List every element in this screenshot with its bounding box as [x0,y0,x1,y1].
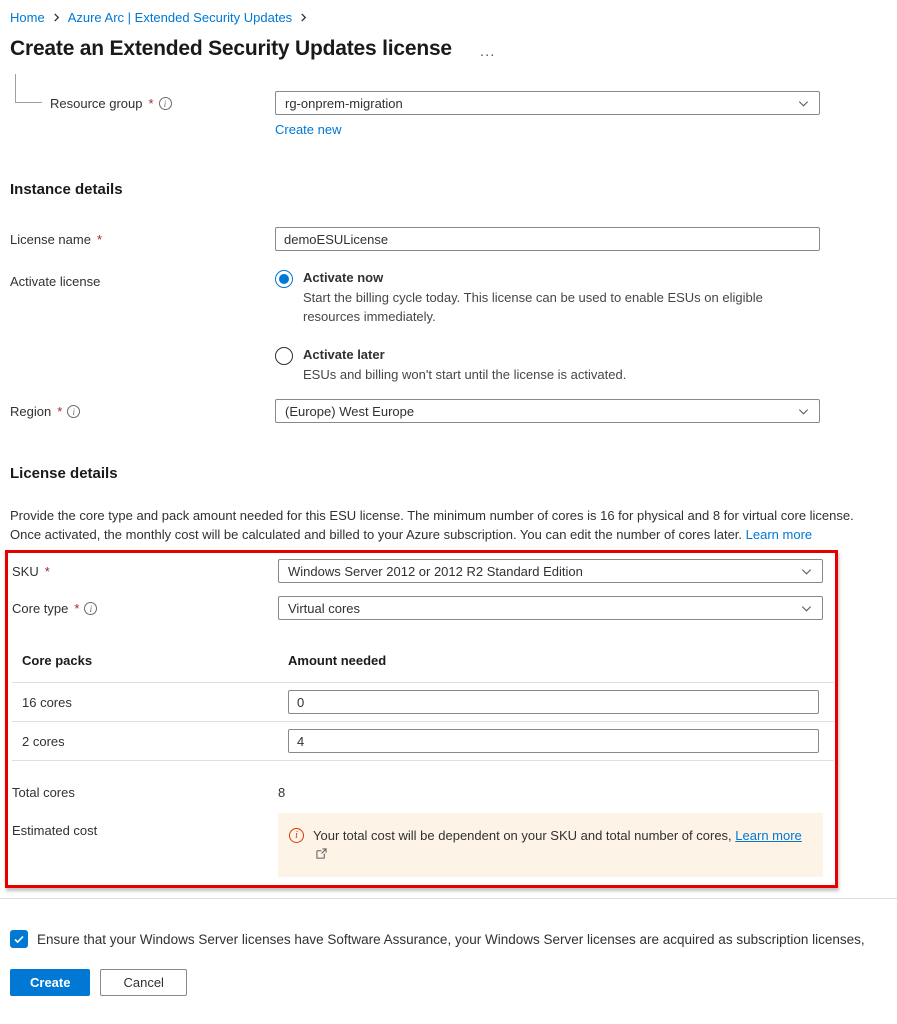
core-packs-table-header [12,641,834,682]
activate-now-description: Start the billing cycle today. This license can be used to enable ESUs on eligible resources immediately. [303,290,763,324]
info-icon[interactable]: i [84,602,97,615]
license-name-label: License name * [10,232,103,247]
activate-later-option [275,346,820,384]
table-divider [12,760,834,761]
resource-group-dropdown[interactable] [275,91,820,115]
required-marker: * [148,96,154,111]
more-options-icon[interactable]: ... [479,43,496,60]
breadcrumb-azure-arc-link[interactable]: Azure Arc | Extended Security Updates [67,9,293,25]
cancel-button[interactable]: Cancel [100,969,186,996]
table-row [12,722,834,760]
sku-value: Windows Server 2012 or 2012 R2 Standard Edition [288,563,583,579]
agreement-text: Ensure that your Windows Server licenses have Software Assurance, your Windows Server licenses are acquired as subscription licenses, [37,932,865,947]
chevron-down-icon [797,97,810,110]
instance-details-heading: Instance details [10,181,123,198]
info-icon[interactable]: i [159,97,172,110]
required-marker: * [57,404,63,419]
external-link-icon [316,848,327,859]
total-cores-value: 8 [278,785,286,800]
resource-group-value: rg-onprem-migration [285,95,403,111]
license-name-row [10,227,897,251]
chevron-down-icon [797,405,810,418]
sku-label: SKU * [12,564,50,579]
chevron-down-icon [800,602,813,615]
breadcrumb [10,8,897,26]
radio-button-selected-icon[interactable] [275,270,293,288]
region-dropdown[interactable] [275,399,820,423]
sku-dropdown[interactable] [278,559,823,583]
activate-license-radio-group [275,269,820,384]
activate-now-option [275,269,820,326]
page-title: Create an Extended Security Updates license [10,37,452,60]
core-type-dropdown[interactable] [278,596,823,620]
chevron-right-icon [299,13,308,22]
region-value: (Europe) West Europe [285,403,415,419]
create-button[interactable]: Create [10,969,90,996]
radio-button-icon[interactable] [275,347,293,365]
title-row [10,37,897,61]
required-marker: * [44,564,50,579]
activate-license-label: Activate license [10,274,101,289]
create-new-link[interactable]: Create new [275,122,342,137]
annotation-highlight-box [5,550,838,888]
estimated-cost-label: Estimated cost [12,823,98,838]
core-packs-table [12,641,834,761]
core-pack-size-label: 2 cores [22,733,65,749]
action-buttons [10,969,897,996]
activate-license-row [10,269,897,384]
agreement-row [10,930,897,949]
license-details-heading: License details [10,465,118,482]
resource-group-label: Resource group * i [10,91,275,111]
license-details-description: Provide the core type and pack amount needed for this ESU license. The minimum number of cores is 16 for physical and 8 for virtual core license. Once activated, the monthly cost will be calculated and billed to your Azure subscription. You can edit the number of cores later. Learn more [10,508,854,542]
resource-group-row [10,91,897,137]
section-divider [0,898,897,899]
agreement-checkbox-checked-icon[interactable] [10,930,28,948]
region-label: Region * i [10,399,275,419]
estimated-cost-message: Your total cost will be dependent on your SKU and total number of cores, Learn more [313,826,809,864]
activate-later-description: ESUs and billing won't start until the license is activated. [303,367,627,382]
info-icon: i [289,828,304,843]
core-type-value: Virtual cores [288,600,361,616]
sku-row [12,559,835,583]
estimated-cost-row [12,813,835,877]
amount-needed-input-16-cores[interactable] [288,690,819,714]
breadcrumb-home-link[interactable]: Home [10,9,45,25]
core-type-label: Core type * i [12,596,278,616]
region-row [10,399,897,423]
chevron-right-icon [52,13,61,22]
column-header-amount-needed: Amount needed [288,653,387,668]
cost-learn-more-link[interactable]: Learn more [735,828,802,843]
total-cores-label: Total cores [12,785,75,800]
total-cores-row [12,780,835,800]
table-row [12,683,834,721]
column-header-core-packs: Core packs [22,653,93,668]
activate-later-label[interactable]: Activate later [303,347,385,362]
amount-needed-input-2-cores[interactable] [288,729,819,753]
info-icon[interactable]: i [67,405,80,418]
learn-more-link[interactable]: Learn more [745,527,813,542]
required-marker: * [74,601,80,616]
estimated-cost-info-banner [278,813,823,877]
chevron-down-icon [800,565,813,578]
activate-now-label[interactable]: Activate now [303,270,384,285]
core-type-row [12,596,835,620]
license-name-input[interactable] [275,227,820,251]
required-marker: * [96,232,103,247]
core-pack-size-label: 16 cores [22,694,72,710]
indent-elbow-connector [15,74,42,103]
